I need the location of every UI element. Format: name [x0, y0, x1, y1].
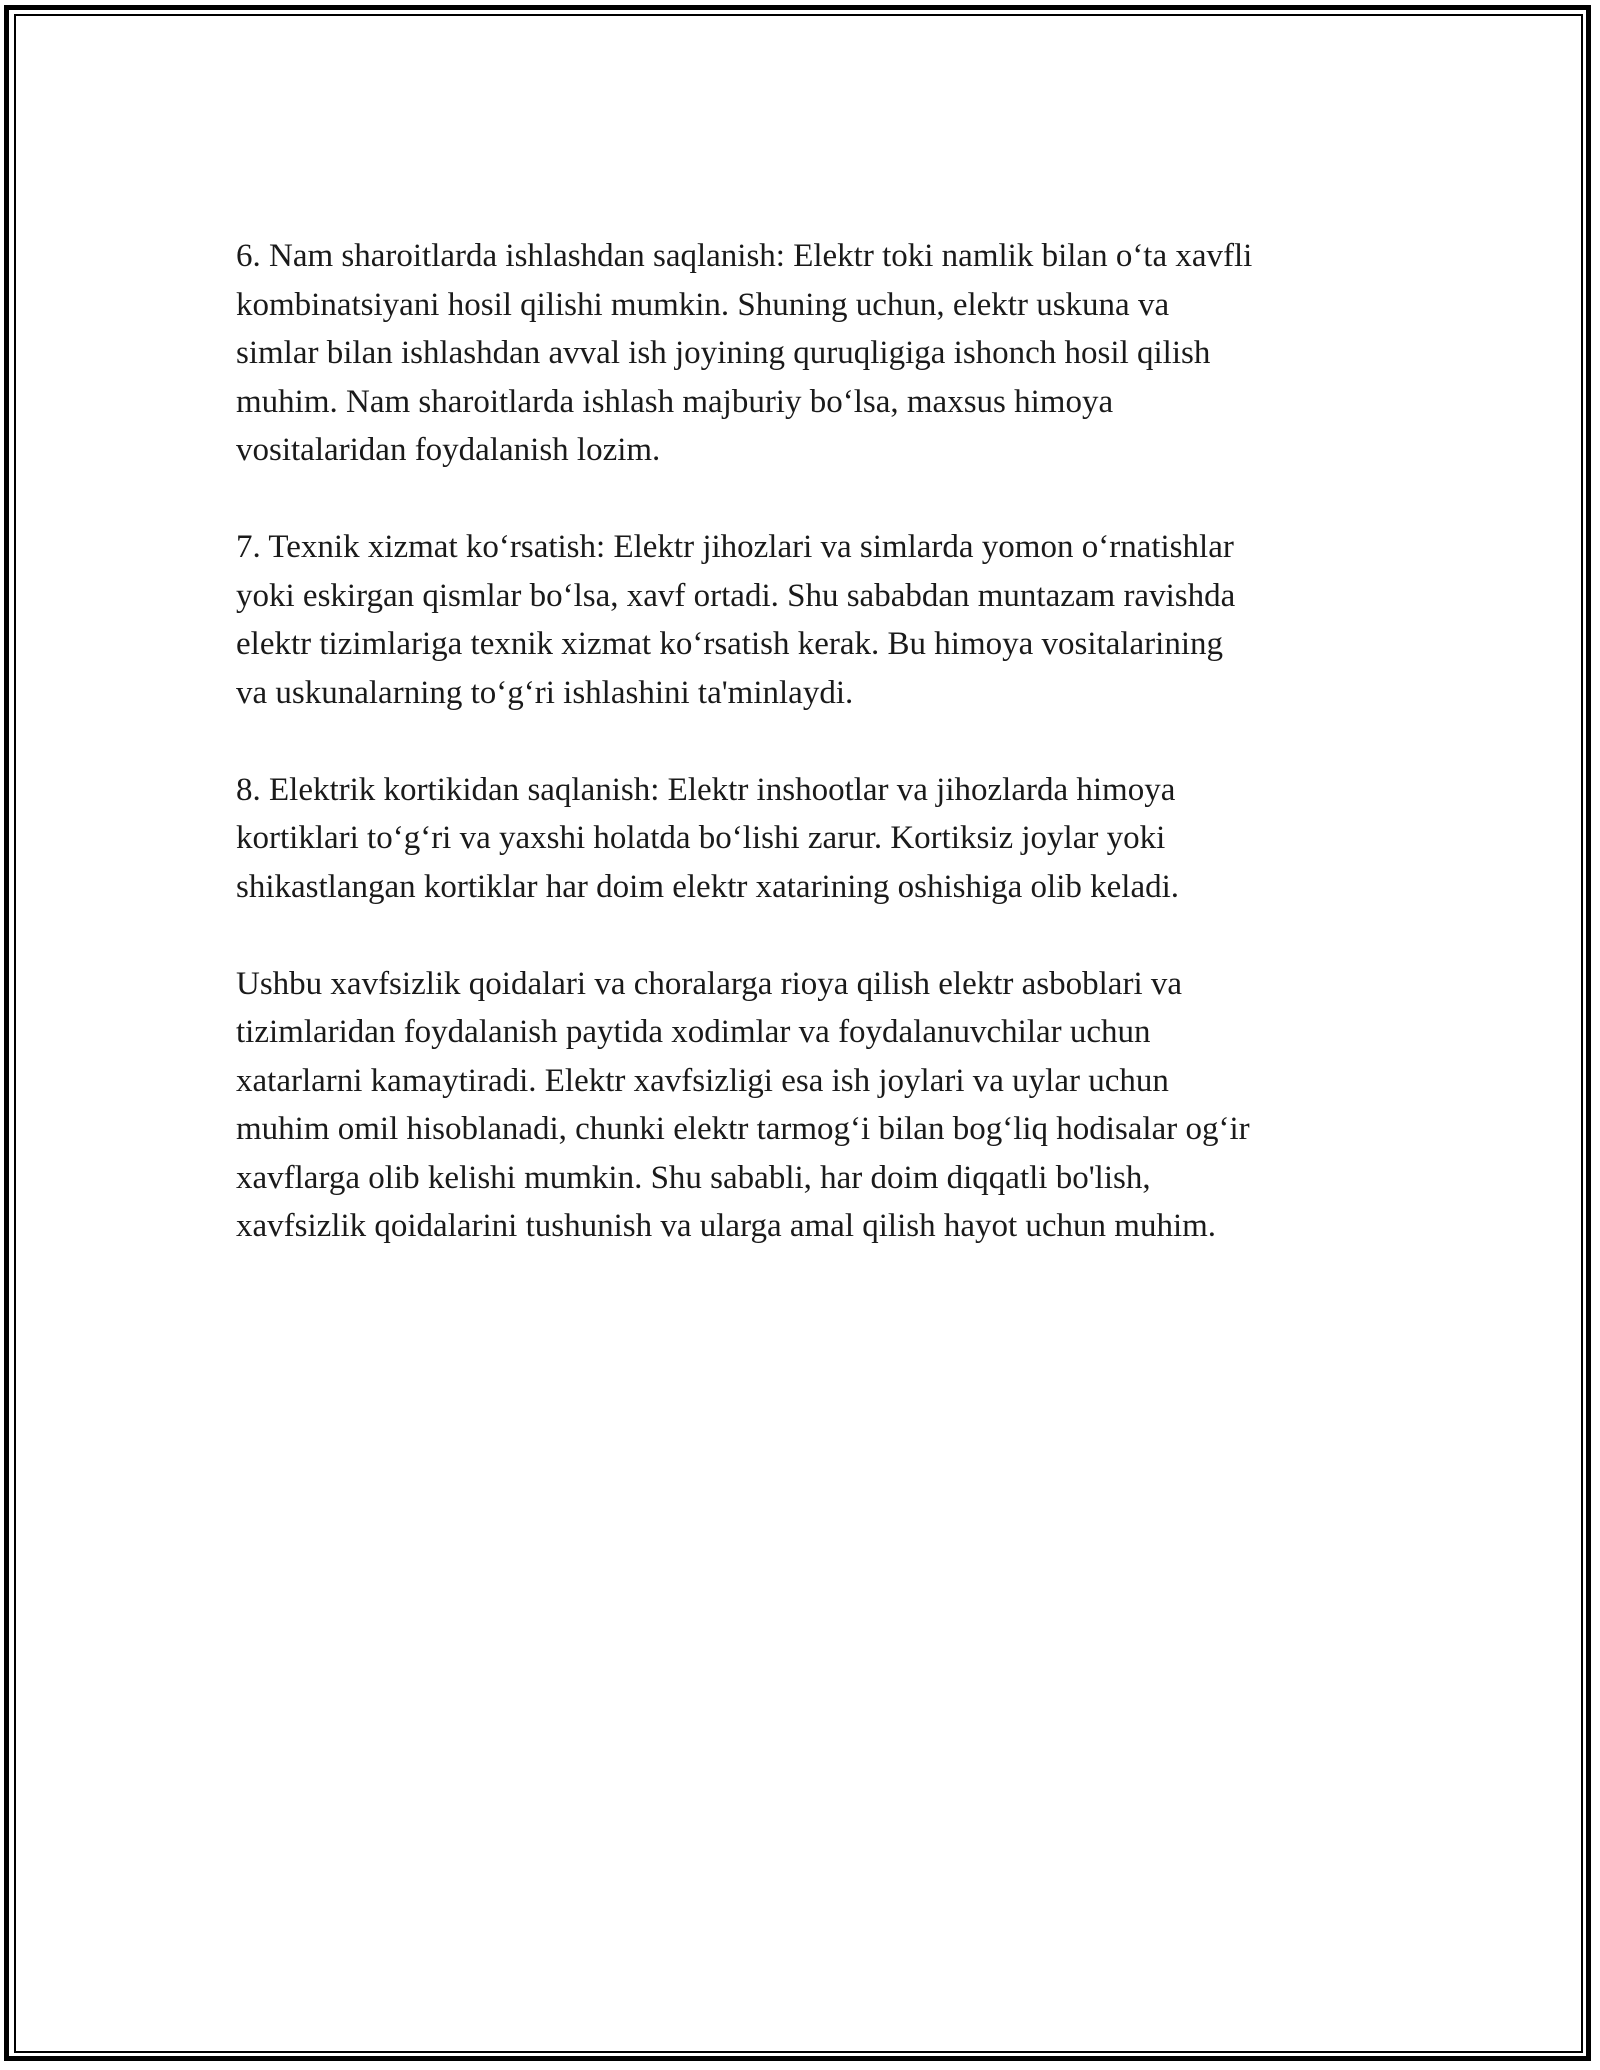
text-line: simlar bilan ishlashdan avval ish joyining quruqligiga ishonch hosil qilish: [236, 335, 1211, 371]
paragraph-7-maintenance: [236, 523, 1376, 717]
text-line: 6. Nam sharoitlarda ishlashdan saqlanish: Elektr toki namlik bilan o‘ta xavfli: [236, 238, 1253, 274]
text-line: xavflarga olib kelishi mumkin. Shu sababli, har doim diqqatli bo'lish,: [236, 1159, 1151, 1196]
text-line: kombinatsiyani hosil qilishi mumkin. Shuning uchun, elektr uskuna va: [236, 286, 1170, 323]
paragraph-8-enclosures: [236, 766, 1376, 912]
text-line: xavfsizlik qoidalarini tushunish va ularga amal qilish hayot uchun muhim.: [236, 1208, 1217, 1244]
text-line: tizimlaridan foydalanish paytida xodimlar va foydalanuvchilar uchun: [236, 1014, 1151, 1050]
document-body: [236, 232, 1376, 1299]
paragraph-6-wet-conditions: [236, 232, 1376, 475]
text-line: vositalaridan foydalanish lozim.: [236, 432, 661, 468]
text-line: xatarlarni kamaytiradi. Elektr xavfsizligi esa ish joylari va uylar uchun: [236, 1062, 1169, 1099]
text-line: yoki eskirgan qismlar bo‘lsa, xavf ortadi. Shu sababdan muntazam ravishda: [236, 577, 1236, 614]
text-line: elektr tizimlariga texnik xizmat ko‘rsatish kerak. Bu himoya vositalarining: [236, 626, 1223, 662]
text-line: 7. Texnik xizmat ko‘rsatish: Elektr jihozlari va simlarda yomon o‘rnatishlar: [236, 529, 1234, 565]
text-line: muhim omil hisoblanadi, chunki elektr tarmog‘i bilan bog‘liq hodisalar og‘ir: [236, 1111, 1250, 1147]
text-line: 8. Elektrik kortikidan saqlanish: Elektr inshootlar va jihozlarda himoya: [236, 771, 1176, 808]
text-line: kortiklari to‘g‘ri va yaxshi holatda bo‘lishi zarur. Kortiksiz joylar yoki: [236, 820, 1166, 856]
text-line: shikastlangan kortiklar har doim elektr xatarining oshishiga olib keladi.: [236, 868, 1180, 905]
text-line: va uskunalarning to‘g‘ri ishlashini ta'minlaydi.: [236, 674, 854, 711]
paragraph-conclusion: [236, 960, 1376, 1251]
text-line: muhim. Nam sharoitlarda ishlash majburiy bo‘lsa, maxsus himoya: [236, 383, 1114, 420]
text-line: Ushbu xavfsizlik qoidalari va choralarga rioya qilish elektr asboblari va: [236, 965, 1183, 1002]
